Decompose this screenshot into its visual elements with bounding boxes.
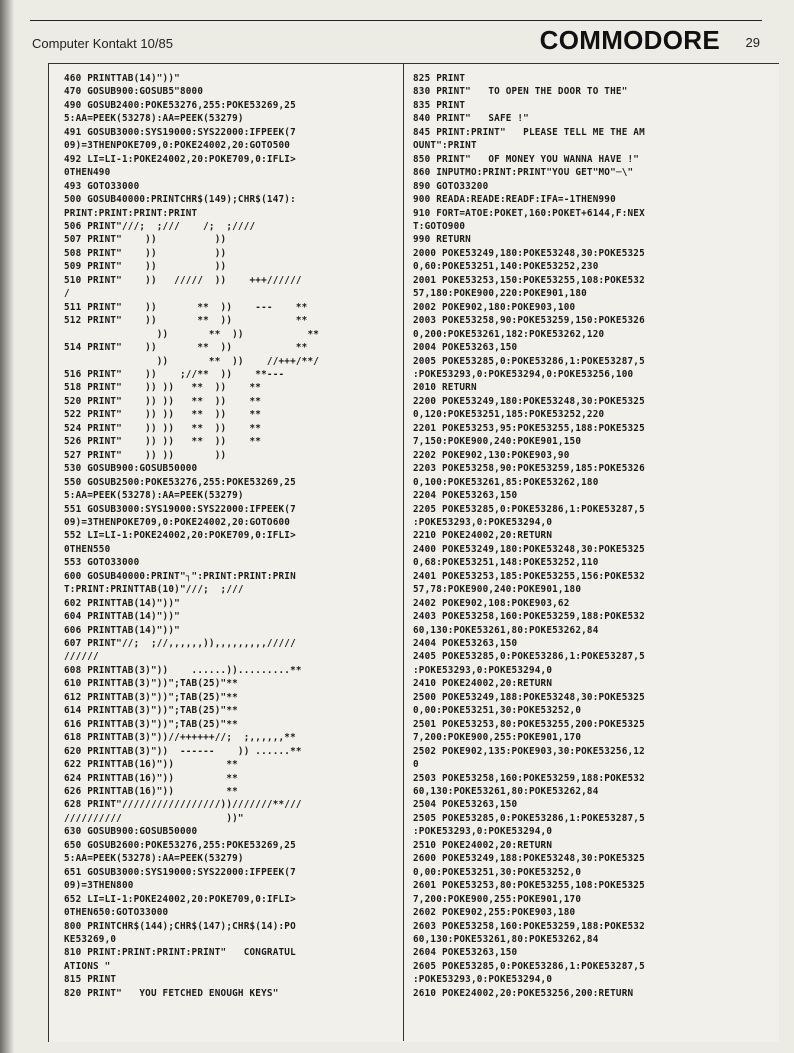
code-line: :POKE53293,0:POKE53294,0 (413, 516, 553, 528)
code-line: 7,150:POKE900,240:POKE901,150 (413, 436, 582, 448)
page-binding-shadow (0, 0, 14, 1053)
code-line: :POKE53293,0:POKE53294,0 (413, 664, 553, 676)
code-line: 2510 POKE24002,20:RETURN (413, 839, 553, 851)
code-line: 552 LI=LI-1:POKE24002,20:POKE709,0:IFLI> (64, 530, 296, 542)
code-line: 2504 POKE53263,150 (413, 799, 518, 811)
code-line: 0,00:POKE53251,30:POKE53252,0 (413, 866, 582, 878)
code-line: 551 GOSUB3000:SYS19000:SYS22000:IFPEEK(7 (64, 503, 296, 515)
code-line: 527 PRINT" )) )) )) (64, 449, 227, 461)
code-line: 630 GOSUB900:GOSUB50000 (64, 826, 198, 838)
code-line: 2005 POKE53285,0:POKE53286,1:POKE53287,5 (413, 355, 645, 367)
code-line: 60,130:POKE53261,80:POKE53262,84 (413, 786, 599, 798)
code-line: 492 LI=LI-1:POKE24002,20:POKE709,0:IFLI> (64, 153, 296, 165)
code-line: 0,100:POKE53261,85:POKE53262,180 (413, 476, 599, 488)
code-line: 60,130:POKE53261,80:POKE53262,84 (413, 624, 599, 636)
code-line: 526 PRINT" )) )) ** )) ** (64, 436, 262, 448)
code-line: 2405 POKE53285,0:POKE53286,1:POKE53287,5 (413, 651, 645, 663)
code-line: 60,130:POKE53261,80:POKE53262,84 (413, 934, 599, 945)
magazine-issue: Computer Kontakt 10/85 (32, 36, 173, 51)
code-line: 57,78:POKE900,240:POKE901,180 (413, 584, 582, 596)
code-line: 616 PRINTTAB(3)"))";TAB(25)"** (64, 718, 238, 730)
code-line: 2605 POKE53285,0:POKE53286,1:POKE53287,5 (413, 960, 645, 972)
code-line: 0,120:POKE53251,185:POKE53252,220 (413, 409, 605, 421)
code-line: 2402 POKE902,108:POKE903,62 (413, 597, 570, 609)
code-line: 840 PRINT" SAFE !" (413, 113, 529, 125)
code-line: 651 GOSUB3000:SYS19000:SYS22000:IFPEEK(7 (64, 866, 296, 878)
code-line: 830 PRINT" TO OPEN THE DOOR TO THE" (413, 86, 628, 98)
code-line: 610 PRINTTAB(3)"))";TAB(25)"** (64, 678, 238, 690)
code-line: 2404 POKE53263,150 (413, 638, 518, 650)
code-line: T:PRINT:PRINTTAB(10)"///; ;/// (64, 584, 244, 596)
code-line: 2210 POKE24002,20:RETURN (413, 530, 553, 542)
code-line: 2505 POKE53285,0:POKE53286,1:POKE53287,5 (413, 812, 645, 824)
code-line: 2403 POKE53258,160:POKE53259,188:POKE532 (413, 611, 645, 623)
code-line: 612 PRINTTAB(3)"))";TAB(25)"** (64, 691, 238, 703)
code-line: 550 GOSUB2500:POKE53276,255:POKE53269,25 (64, 476, 296, 488)
code-line: )) ** )) ** (64, 328, 320, 340)
code-line: 2003 POKE53258,90:POKE53259,150:POKE5326 (413, 315, 645, 327)
code-line: 2502 POKE902,135:POKE903,30:POKE53256,12 (413, 745, 645, 757)
code-line: 2410 POKE24002,20:RETURN (413, 678, 553, 690)
code-line: 508 PRINT" )) )) (64, 247, 227, 259)
code-line: 600 GOSUB40000:PRINT"┐":PRINT:PRINT:PRIN (64, 570, 296, 582)
code-line: 2000 POKE53249,180:POKE53248,30:POKE5325 (413, 247, 645, 259)
code-line: OUNT":PRINT (413, 140, 477, 152)
section-brand: COMMODORE (539, 25, 720, 55)
code-line: 2004 POKE53263,150 (413, 342, 518, 354)
code-line: 2201 POKE53253,95:POKE53255,188:POKE5325 (413, 422, 645, 434)
code-line: 620 PRINTTAB(3)")) ------ )) ......** (64, 745, 302, 757)
code-line: 500 GOSUB40000:PRINTCHR$(149);CHR$(147): (64, 194, 296, 206)
code-line: 815 PRINT (64, 974, 117, 986)
code-line: 0THEN490 (64, 167, 111, 179)
code-line: 624 PRINTTAB(16)")) ** (64, 772, 238, 784)
code-line: 09)=3THENPOKE709,0:POKE24002,20:GOTO600 (64, 516, 291, 528)
code-line: 0THEN550 (64, 543, 111, 555)
code-line: 514 PRINT" )) ** )) ** (64, 342, 308, 354)
column-divider (403, 63, 404, 1041)
code-line: 507 PRINT" )) )) (64, 234, 227, 246)
code-line: 606 PRINTTAB(14)"))" (64, 624, 180, 636)
code-line: 626 PRINTTAB(16)")) ** (64, 786, 238, 798)
code-line: 622 PRINTTAB(16)")) ** (64, 759, 238, 771)
listing-left-column (64, 72, 319, 1000)
code-line: :POKE53293,0:POKE53294,0:POKE53256,100 (413, 368, 634, 380)
code-line: 493 GOTO33000 (64, 180, 140, 192)
code-line: ////////// ))" (64, 812, 244, 824)
code-line: 650 GOSUB2600:POKE53276,255:POKE53269,25 (64, 839, 296, 851)
code-line: 520 PRINT" )) )) ** )) ** (64, 395, 262, 407)
code-line: 0,200:POKE53261,182:POKE53262,120 (413, 328, 605, 340)
code-line: 511 PRINT" )) ** )) --- ** (64, 301, 308, 313)
code-line: 510 PRINT" )) ///// )) +++////// (64, 274, 302, 286)
code-line: 0 (413, 759, 419, 771)
code-line: 0,68:POKE53251,148:POKE53252,110 (413, 557, 599, 569)
code-line: 506 PRINT"///; ;/// /; ;//// (64, 220, 256, 232)
code-line: 2603 POKE53258,160:POKE53259,188:POKE532 (413, 920, 645, 932)
code-line: 652 LI=LI-1:POKE24002,20:POKE709,0:IFLI> (64, 893, 296, 905)
code-line: 553 GOTO33000 (64, 557, 140, 569)
page-header (30, 20, 762, 57)
code-line: 602 PRINTTAB(14)"))" (64, 597, 180, 609)
code-line: 825 PRINT (413, 73, 466, 84)
code-line: 835 PRINT (413, 99, 466, 111)
code-line: 845 PRINT:PRINT" PLEASE TELL ME THE AM (413, 126, 645, 138)
code-line: 512 PRINT" )) ** )) ** (64, 315, 308, 327)
code-line: )) ** )) //+++/**/ (64, 355, 320, 367)
code-line: 490 GOSUB2400:POKE53276,255:POKE53269,25 (64, 99, 296, 111)
code-line: 0THEN650:GOTO33000 (64, 907, 169, 919)
code-line: 7,200:POKE900,255:POKE901,170 (413, 732, 582, 744)
code-line: 518 PRINT" )) )) ** )) ** (64, 382, 262, 394)
code-line: 820 PRINT" YOU FETCHED ENOUGH KEYS" (64, 987, 279, 999)
code-line: 460 PRINTTAB(14)"))" (64, 73, 180, 84)
code-line: 910 FORT=ATOE:POKET,160:POKET+6144,F:NEX (413, 207, 645, 219)
code-line: 522 PRINT" )) )) ** )) ** (64, 409, 262, 421)
code-line: / (64, 288, 70, 300)
code-line: 2501 POKE53253,80:POKE53255,200:POKE5325 (413, 718, 645, 730)
code-line: :POKE53293,0:POKE53294,0 (413, 826, 553, 838)
code-line: 2602 POKE902,255:POKE903,180 (413, 907, 576, 919)
code-line: 850 PRINT" OF MONEY YOU WANNA HAVE !" (413, 153, 640, 165)
code-line: 860 INPUTMO:PRINT:PRINT"YOU GET"MO"─\" (413, 167, 634, 179)
code-line: 608 PRINTTAB(3)")) ......)).........** (64, 664, 302, 676)
code-line: 7,200:POKE900,255:POKE901,170 (413, 893, 582, 905)
code-line: T:GOTO900 (413, 220, 466, 232)
code-line: 890 GOTO33200 (413, 180, 489, 192)
code-line: 990 RETURN (413, 234, 471, 246)
code-line: 2002 POKE902,180:POKE903,100 (413, 301, 576, 313)
code-line: 509 PRINT" )) )) (64, 261, 227, 273)
code-line: 57,180:POKE900,220:POKE901,180 (413, 288, 587, 300)
code-line: 0,00:POKE53251,30:POKE53252,0 (413, 705, 582, 717)
code-line: ATIONS " (64, 960, 111, 972)
code-line: 470 GOSUB900:GOSUB5"8000 (64, 86, 204, 98)
code-line: 2600 POKE53249,188:POKE53248,30:POKE5325 (413, 853, 645, 865)
code-line: 800 PRINTCHR$(144);CHR$(147);CHR$(14):PO (64, 920, 296, 932)
page-number: 29 (745, 35, 760, 50)
code-line: 524 PRINT" )) )) ** )) ** (64, 422, 262, 434)
code-line: 516 PRINT" )) ;//** )) **--- (64, 368, 285, 380)
code-line: 5:AA=PEEK(53278):AA=PEEK(53279) (64, 113, 244, 125)
code-line: 604 PRINTTAB(14)"))" (64, 611, 180, 623)
code-line: 2204 POKE53263,150 (413, 490, 518, 502)
code-line: KE53269,0 (64, 934, 117, 945)
code-line: 5:AA=PEEK(53278):AA=PEEK(53279) (64, 853, 244, 865)
code-line: 810 PRINT:PRINT:PRINT:PRINT" CONGRATUL (64, 947, 296, 959)
code-line: 2200 POKE53249,180:POKE53248,30:POKE5325 (413, 395, 645, 407)
code-line: 2401 POKE53253,185:POKE53255,156:POKE532 (413, 570, 645, 582)
code-line: 2001 POKE53253,150:POKE53255,108:POKE532 (413, 274, 645, 286)
code-line: 2601 POKE53253,80:POKE53255,108:POKE5325 (413, 880, 645, 892)
code-line: 2400 POKE53249,180:POKE53248,30:POKE5325 (413, 543, 645, 555)
listing-right-column (413, 72, 645, 1000)
code-line: 09)=3THENPOKE709,0:POKE24002,20:GOTO500 (64, 140, 291, 152)
code-line: ////// (64, 651, 99, 663)
code-line: 2205 POKE53285,0:POKE53286,1:POKE53287,5 (413, 503, 645, 515)
code-line: 607 PRINT"//; ;//,,,,,,)),,,,,,,,,///// (64, 638, 296, 650)
code-line: 628 PRINT"/////////////////))///////**/// (64, 799, 302, 811)
code-line: 491 GOSUB3000:SYS19000:SYS22000:IFPEEK(7 (64, 126, 296, 138)
code-line: :POKE53293,0:POKE53294,0 (413, 974, 553, 986)
code-line: 2500 POKE53249,188:POKE53248,30:POKE5325 (413, 691, 645, 703)
code-line: 2203 POKE53258,90:POKE53259,185:POKE5326 (413, 463, 645, 475)
code-line: 5:AA=PEEK(53278):AA=PEEK(53279) (64, 490, 244, 502)
code-line: 530 GOSUB900:GOSUB50000 (64, 463, 198, 475)
code-line: PRINT:PRINT:PRINT:PRINT (64, 207, 198, 219)
code-line: 614 PRINTTAB(3)"))";TAB(25)"** (64, 705, 238, 717)
code-line: 2604 POKE53263,150 (413, 947, 518, 959)
code-line: 2503 POKE53258,160:POKE53259,188:POKE532 (413, 772, 645, 784)
code-line: 900 READA:READE:READF:IFA=-1THEN990 (413, 194, 616, 206)
code-line: 09)=3THEN800 (64, 880, 134, 892)
code-line: 2010 RETURN (413, 382, 477, 394)
code-line: 2610 POKE24002,20:POKE53256,200:RETURN (413, 987, 634, 999)
code-line: 0,60:POKE53251,140:POKE53252,230 (413, 261, 599, 273)
code-line: 618 PRINTTAB(3)"))//++++++//; ;,,,,,,** (64, 732, 296, 744)
code-line: 2202 POKE902,130:POKE903,90 (413, 449, 570, 461)
